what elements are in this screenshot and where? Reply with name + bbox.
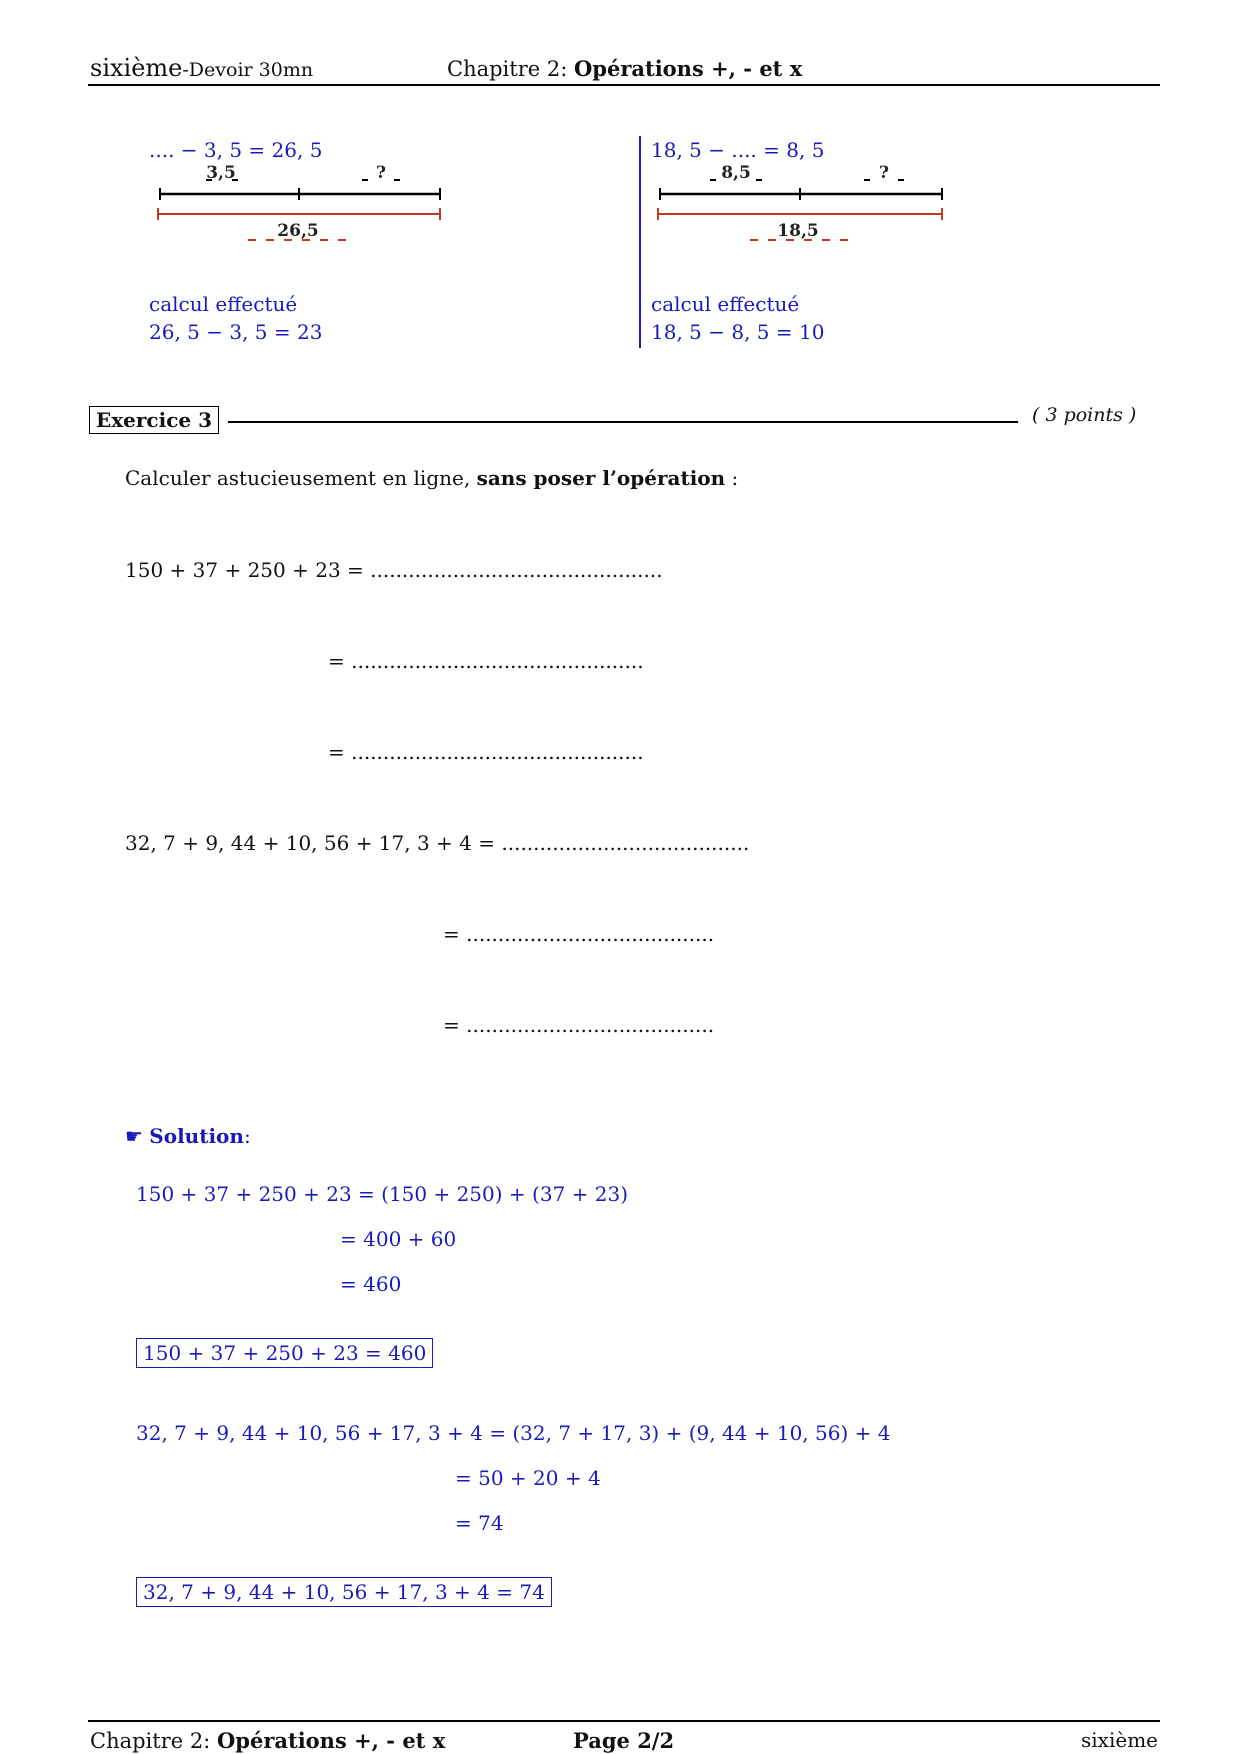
column-divider [639,136,641,348]
equals-sign: = [328,649,345,673]
footer-right: sixième [1081,1728,1158,1752]
right-calc: 18, 5 − 8, 5 = 10 [651,320,825,344]
right-bottom-label: 18,5 [777,221,819,241]
instruction-emphasis: sans poser l’opération [476,466,726,490]
header-level: sixième [90,54,183,82]
solution-colon: : [243,1124,251,1148]
instruction-text: Calculer astucieusement en ligne, [125,466,477,490]
footer-left [90,1728,445,1753]
solution-2-line-3: = 74 [455,1511,504,1535]
solution-1-line-3: = 460 [340,1272,402,1296]
right-top-label-2: ? [879,163,889,183]
footer-topic: Opérations +, - et x [216,1728,446,1753]
exercise-instruction [125,466,738,490]
header-rule [88,84,1160,86]
answer-line-1b [328,649,644,673]
expression-1: 150 + 37 + 250 + 23 = [125,558,371,582]
right-equation: 18, 5 − .... = 8, 5 [651,138,825,162]
pointing-hand-icon: ☛ [125,1124,143,1148]
left-equation: .... − 3, 5 = 26, 5 [149,138,323,162]
answer-line-2b [443,922,714,946]
header-topic: Opérations +, - et x [573,56,803,81]
solution-1-line-2: = 400 + 60 [340,1227,457,1251]
solution-2-result: 32, 7 + 9, 44 + 10, 56 + 17, 3 + 4 = 74 [136,1577,552,1607]
left-top-label-2: ? [376,163,386,183]
solution-2-line-1: 32, 7 + 9, 44 + 10, 56 + 17, 3 + 4 = (32, 7 + 17, 3) + (9, 44 + 10, 56) + 4 [136,1421,891,1445]
equals-sign: = [328,740,345,764]
answer-blank[interactable]: ....................................... [466,1013,715,1037]
expression-2: 32, 7 + 9, 44 + 10, 56 + 17, 3 + 4 = [125,831,502,855]
answer-line-1c [328,740,644,764]
answer-blank[interactable]: .............................................. [351,740,644,764]
footer-rule [88,1720,1160,1722]
answer-blank[interactable]: ....................................... [466,922,715,946]
equals-sign: = [443,922,460,946]
right-calc-label: calcul effectué [651,292,800,316]
answer-line-2c [443,1013,714,1037]
answer-blank[interactable]: .............................................. [351,649,644,673]
exercise-rule [228,421,1018,423]
left-top-label-1: 3,5 [206,163,236,183]
left-bottom-label: 26,5 [277,221,319,241]
header-center [447,56,802,81]
exercise-title: Exercice 3 [89,406,219,434]
solution-2-line-2: = 50 + 20 + 4 [455,1466,601,1490]
answer-blank[interactable]: ....................................... [501,831,750,855]
footer-chapter: Chapitre 2: [90,1729,211,1753]
answer-blank[interactable]: .............................................. [370,558,663,582]
answer-line-1a [125,558,663,582]
solution-1-line-1: 150 + 37 + 250 + 23 = (150 + 250) + (37 + 23) [136,1182,629,1206]
instruction-colon: : [725,466,739,490]
left-segment-diagram [150,160,450,245]
header-left [90,54,313,82]
answer-line-2a [125,831,749,855]
equals-sign: = [443,1013,460,1037]
solution-heading [125,1124,251,1148]
solution-label: Solution [149,1124,244,1148]
header-chapter: Chapitre 2: [447,57,568,81]
solution-1-result: 150 + 37 + 250 + 23 = 460 [136,1338,433,1368]
left-calc-label: calcul effectué [149,292,298,316]
right-segment-diagram [652,160,952,245]
footer-page-number: Page 2/2 [573,1728,675,1753]
left-calc: 26, 5 − 3, 5 = 23 [149,320,323,344]
header-subtitle: -Devoir 30mn [182,59,314,81]
exercise-points: ( 3 points ) [1032,404,1137,426]
right-top-label-1: 8,5 [721,163,751,183]
